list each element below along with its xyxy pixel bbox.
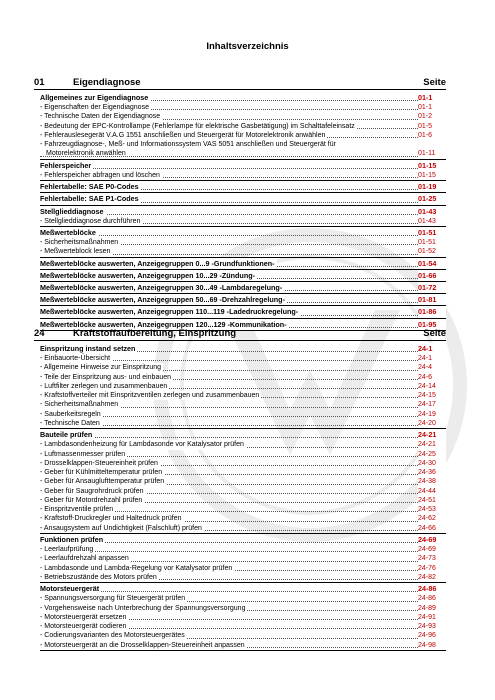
group-separator bbox=[40, 650, 446, 651]
toc-page-number[interactable]: 24-17 bbox=[418, 400, 446, 409]
toc-page-number[interactable]: 24-14 bbox=[418, 382, 446, 391]
toc-entry-label: - Luftmassenmesser prüfen bbox=[40, 450, 126, 458]
toc-entry-label: - Motorsteuergerät codieren bbox=[40, 623, 127, 630]
toc-entry-label: - Einspritzventile prüfen bbox=[40, 506, 114, 514]
toc-entry-label: Einspritzung instand setzen bbox=[40, 344, 136, 353]
toc-item-row[interactable] bbox=[40, 564, 446, 573]
toc-entry-label: Motorsteuergerät bbox=[40, 584, 100, 594]
toc-heading-row[interactable] bbox=[40, 282, 446, 293]
toc-item-row[interactable] bbox=[40, 171, 446, 180]
toc-entry-label: Fehlertabelle: SAE P1-Codes bbox=[40, 194, 139, 204]
toc-entry-label: Meßwerteblöcke auswerten, Anzeigegruppen 10...29 -Zündung- bbox=[40, 270, 255, 280]
toc-heading-row[interactable] bbox=[40, 160, 446, 171]
toc-item-row[interactable] bbox=[40, 440, 446, 449]
toc-entry-label: - Ansaugsystem auf Undichtigkeit (Falschluft) prüfen bbox=[40, 524, 202, 532]
toc-entry-label: Allgemeines zur Eigendiagnose bbox=[40, 93, 149, 102]
toc-heading-row[interactable] bbox=[40, 270, 446, 281]
toc-entry-label: Fehlerspeicher bbox=[40, 160, 92, 170]
section-title: Kraftstoffaufbereitung, Einspritzung bbox=[73, 328, 237, 339]
toc-entry-label: - Sauberkeitsregeln bbox=[40, 410, 101, 418]
toc-entry-label: - Technische Daten der Eigendiagnose bbox=[40, 113, 161, 121]
toc-entry-label: - Technische Daten bbox=[40, 419, 100, 427]
toc-entry-label: Meßwerteblöcke auswerten, Anzeigegruppen 0...9 -Grundfunktionen- bbox=[40, 258, 275, 268]
toc-page-number[interactable]: 24-1 bbox=[418, 354, 446, 363]
toc-entry-label: - Lambdasonde und Lambda-Regelung vor Katalysator prüfen bbox=[40, 564, 233, 572]
toc-page-number[interactable]: 01-51 bbox=[418, 238, 446, 247]
toc-entry-label: Meßwerteblöcke auswerten, Anzeigegruppen 30...49 -Lambdaregelung- bbox=[40, 283, 283, 292]
toc-entry-label: - Spannungsversorgung für Steuergerät prüfen bbox=[40, 595, 186, 603]
toc-heading-row[interactable] bbox=[40, 206, 446, 217]
toc-entry-label: - Geber für Motordrehzahl prüfen bbox=[40, 496, 143, 504]
toc-entry-label: - Teile der Einspritzung aus- und einbauen bbox=[40, 373, 172, 381]
toc-page-number[interactable]: 24-21 bbox=[418, 440, 446, 449]
dot-leader bbox=[40, 168, 418, 169]
toc-heading-row[interactable] bbox=[40, 294, 446, 305]
toc-page-number[interactable]: 01-95 bbox=[418, 319, 446, 330]
toc-page-number[interactable]: 24-66 bbox=[418, 524, 446, 533]
toc-page-number[interactable]: 24-96 bbox=[418, 631, 446, 640]
toc-item-row[interactable] bbox=[40, 410, 446, 419]
toc-page-number[interactable]: 01-1 bbox=[418, 92, 446, 103]
toc-item-row[interactable] bbox=[40, 622, 446, 631]
toc-entry-label: - Geber für Kühlmitteltemperatur prüfen bbox=[40, 469, 163, 477]
toc-item-row[interactable] bbox=[40, 247, 446, 256]
toc-entry-label: - Leerlaufprüfung bbox=[40, 546, 94, 554]
toc-page-number[interactable]: 24-36 bbox=[418, 468, 446, 477]
toc-page-number[interactable]: 24-6 bbox=[418, 373, 446, 382]
toc-entry-label: - Einbauorte-Übersicht bbox=[40, 355, 111, 363]
document-title: Inhaltsverzeichnis bbox=[206, 41, 289, 52]
toc-item-row[interactable] bbox=[40, 103, 446, 112]
toc-page-number[interactable]: 01-72 bbox=[418, 282, 446, 293]
toc-page-number[interactable]: 01-2 bbox=[418, 112, 446, 121]
toc-heading-row[interactable] bbox=[40, 583, 446, 594]
toc-item-row[interactable] bbox=[40, 459, 446, 468]
toc-item-row[interactable] bbox=[40, 238, 446, 247]
toc-page-number[interactable]: 24-69 bbox=[418, 545, 446, 554]
toc-item-row[interactable] bbox=[40, 450, 446, 459]
toc-item-row[interactable] bbox=[40, 140, 446, 159]
toc-page-number[interactable]: 24-21 bbox=[418, 429, 446, 440]
section-rule bbox=[34, 340, 446, 341]
toc-entry-label: Meßwerteblöcke bbox=[40, 227, 96, 237]
section-header bbox=[0, 327, 495, 341]
toc-item-row[interactable] bbox=[40, 217, 446, 226]
toc-page-number[interactable]: 24-76 bbox=[418, 564, 446, 573]
toc-page-number[interactable]: 24-4 bbox=[418, 363, 446, 372]
toc-item-row[interactable] bbox=[40, 122, 446, 131]
toc-entry-label: - Lambdasondenheizung für Lambdasonde vor Katalysator prüfen bbox=[40, 441, 244, 449]
toc-item-row[interactable] bbox=[40, 505, 446, 514]
toc-page-number[interactable]: 24-91 bbox=[418, 613, 446, 622]
toc-page-number[interactable]: 24-86 bbox=[418, 594, 446, 603]
toc-page-number[interactable]: 01-25 bbox=[418, 193, 446, 204]
toc-page-number[interactable]: 24-89 bbox=[418, 604, 446, 613]
toc-page-number[interactable]: 01-54 bbox=[418, 258, 446, 269]
toc-section bbox=[0, 76, 495, 329]
toc-entry-label: Funktionen prüfen bbox=[40, 534, 104, 544]
toc-entry-label: - Drosselklappen-Steuereinheit prüfen bbox=[40, 459, 158, 467]
toc-entry-label: - Vorgehensweise nach Unterbrechung der Spannungsversorgung bbox=[40, 604, 246, 612]
toc-item-row[interactable] bbox=[40, 554, 446, 563]
toc-entry-label: - Codierungsvarianten des Motorsteuergerätes bbox=[40, 632, 185, 640]
toc-heading-row[interactable] bbox=[40, 343, 446, 354]
toc-heading-row[interactable] bbox=[40, 534, 446, 545]
toc-item-row[interactable] bbox=[40, 363, 446, 372]
toc-entry-label-line1: - Fahrzeugdiagnose-, Meß- und Informationssystem VAS 5051 anschließen und Steuergerät für bbox=[40, 141, 336, 149]
toc-entry-label: - Leerlaufdrehzahl anpassen bbox=[40, 555, 129, 563]
toc-item-row[interactable] bbox=[40, 400, 446, 409]
toc-page-number[interactable]: 24-62 bbox=[418, 514, 446, 523]
toc-entry-label: - Allgemeine Hinweise zur Einspritzung bbox=[40, 364, 161, 372]
toc-item-row[interactable] bbox=[40, 419, 446, 428]
toc-page-number[interactable]: 01-51 bbox=[418, 227, 446, 238]
toc-heading-row[interactable] bbox=[40, 227, 446, 238]
toc-page-number[interactable]: 01-5 bbox=[418, 122, 446, 131]
toc-page-number[interactable]: 24-53 bbox=[418, 505, 446, 514]
toc-entry-label: - Geber für Saugrohrdruck prüfen bbox=[40, 487, 144, 495]
toc-entry-label: - Eigenschaften der Eigendiagnose bbox=[40, 104, 149, 112]
toc-page-number[interactable]: 24-20 bbox=[418, 419, 446, 428]
toc-entry-label: - Kraftstoffverteiler mit Einspritzventilen zerlegen und zusammenbauen bbox=[40, 392, 260, 400]
toc-entry-label: - Fehlerauslesegerät V.A.G 1551 anschließen und Steuergerät für Motorelektronik anwählen bbox=[40, 131, 326, 139]
toc-item-row[interactable] bbox=[40, 391, 446, 400]
toc-page-number[interactable]: 24-93 bbox=[418, 622, 446, 631]
toc-item-row[interactable] bbox=[40, 573, 446, 582]
toc-item-row[interactable] bbox=[40, 382, 446, 391]
toc-item-row[interactable] bbox=[40, 631, 446, 640]
toc-page-number[interactable]: 01-15 bbox=[418, 171, 446, 180]
toc-item-row[interactable] bbox=[40, 468, 446, 477]
toc-heading-row[interactable] bbox=[40, 181, 446, 192]
toc-page-number[interactable]: 01-86 bbox=[418, 306, 446, 317]
toc-heading-row[interactable] bbox=[40, 92, 446, 103]
toc-item-row[interactable] bbox=[40, 477, 446, 486]
toc-page-number[interactable]: 24-82 bbox=[418, 573, 446, 582]
toc-item-row[interactable] bbox=[40, 373, 446, 382]
section-number: 24 bbox=[34, 328, 45, 339]
toc-page-number[interactable]: 24-86 bbox=[418, 583, 446, 594]
toc-section bbox=[0, 327, 495, 649]
toc-entry-label bbox=[40, 140, 402, 159]
toc-entry-label: - Sicherheitsmaßnahmen bbox=[40, 239, 119, 247]
toc-entry-label: - Motorsteuergerät ersetzen bbox=[40, 613, 127, 621]
toc-entry-label-line2: Motorelektronik anwählen bbox=[46, 150, 126, 158]
toc-entry-label: - Stellglieddiagnose durchführen bbox=[40, 217, 141, 225]
toc-page-number[interactable]: 01-66 bbox=[418, 270, 446, 281]
toc-page-number[interactable]: 01-43 bbox=[418, 217, 446, 226]
toc-entry-label: - Kraftstoff-Druckregler und Haltedruck prüfen bbox=[40, 515, 182, 523]
toc-page-number[interactable]: 01-81 bbox=[418, 294, 446, 305]
toc-item-row[interactable] bbox=[40, 514, 446, 523]
toc-page-number[interactable]: 24-19 bbox=[418, 410, 446, 419]
toc-page-number[interactable]: 01-19 bbox=[418, 181, 446, 192]
toc-entry-label: - Sicherheitsmaßnahmen bbox=[40, 401, 119, 409]
toc-entry-label: - Bedeutung der EPC-Kontrollampe (Fehlerlampe für elektrische Gasbetätigung) im Schalttafeleinsatz bbox=[40, 122, 355, 130]
toc-entry-label: Meßwerteblöcke auswerten, Anzeigegruppen 120...129 -Kommunikation- bbox=[40, 319, 287, 329]
toc-page-number[interactable]: 01-1 bbox=[418, 103, 446, 112]
toc-page-number[interactable]: 24-98 bbox=[418, 641, 446, 650]
section-title: Eigendiagnose bbox=[73, 77, 141, 88]
toc-heading-row[interactable] bbox=[40, 306, 446, 317]
toc-item-row[interactable] bbox=[40, 545, 446, 554]
toc-item-row[interactable] bbox=[40, 594, 446, 603]
toc-item-row[interactable] bbox=[40, 354, 446, 363]
toc-item-row[interactable] bbox=[40, 487, 446, 496]
toc-heading-row[interactable] bbox=[40, 258, 446, 269]
toc-page-number[interactable]: 24-30 bbox=[418, 459, 446, 468]
toc-entry-label: - Meßwerteblock lesen bbox=[40, 248, 111, 256]
toc-page-number[interactable]: 01-43 bbox=[418, 206, 446, 217]
toc-page-number[interactable]: 01-15 bbox=[418, 160, 446, 171]
section-header bbox=[0, 76, 495, 90]
toc-entry-label: Stellglieddiagnose bbox=[40, 206, 104, 216]
toc-page-number[interactable]: 24-25 bbox=[418, 450, 446, 459]
section-rule bbox=[34, 89, 446, 90]
toc-page-number[interactable]: 01-52 bbox=[418, 247, 446, 256]
toc-page-number[interactable]: 24-51 bbox=[418, 496, 446, 505]
toc-item-row[interactable] bbox=[40, 131, 446, 140]
toc-page-number[interactable]: 01-11 bbox=[418, 149, 446, 158]
toc-item-row[interactable] bbox=[40, 604, 446, 613]
toc-item-row[interactable] bbox=[40, 112, 446, 121]
toc-item-row[interactable] bbox=[40, 524, 446, 533]
toc-entry-label: Bauteile prüfen bbox=[40, 430, 93, 440]
toc-item-row[interactable] bbox=[40, 613, 446, 622]
toc-page-number[interactable]: 01-6 bbox=[418, 131, 446, 140]
toc-entry-label: Fehlertabelle: SAE P0-Codes bbox=[40, 182, 139, 192]
toc-heading-row[interactable] bbox=[40, 193, 446, 204]
toc-entry-label: Meßwerteblöcke auswerten, Anzeigegruppen 50...69 -Drehzahlregelung- bbox=[40, 295, 285, 305]
toc-page-number[interactable]: 24-15 bbox=[418, 391, 446, 400]
toc-entry-label: Meßwerteblöcke auswerten, Anzeigegruppen 110...119 -Ladedruckregelung- bbox=[40, 307, 299, 317]
toc-entry-label: - Motorsteuergerät an die Drosselklappen-Steuereinheit anpassen bbox=[40, 641, 245, 649]
toc-page-number[interactable]: 24-1 bbox=[418, 343, 446, 354]
toc-heading-row[interactable] bbox=[40, 429, 446, 440]
section-number: 01 bbox=[34, 77, 45, 88]
toc-entry-label: - Luftfilter zerlegen und zusammenbauen bbox=[40, 382, 168, 390]
toc-entry-label: - Betriebszustände des Motors prüfen bbox=[40, 573, 157, 581]
toc-entry-label: - Geber für Ansauglufttemperatur prüfen bbox=[40, 478, 165, 486]
seite-column-label: Seite bbox=[423, 77, 446, 88]
toc-page-number[interactable]: 24-73 bbox=[418, 554, 446, 563]
toc-page-number[interactable]: 24-38 bbox=[418, 477, 446, 486]
toc-entry-label: - Fehlerspeicher abfragen und löschen bbox=[40, 171, 160, 179]
toc-page-number[interactable]: 24-44 bbox=[418, 487, 446, 496]
toc-page-number[interactable]: 24-69 bbox=[418, 534, 446, 545]
toc-item-row[interactable] bbox=[40, 641, 446, 650]
dot-leader bbox=[40, 437, 418, 438]
seite-column-label: Seite bbox=[423, 328, 446, 339]
toc-item-row[interactable] bbox=[40, 496, 446, 505]
dot-leader bbox=[40, 551, 418, 552]
